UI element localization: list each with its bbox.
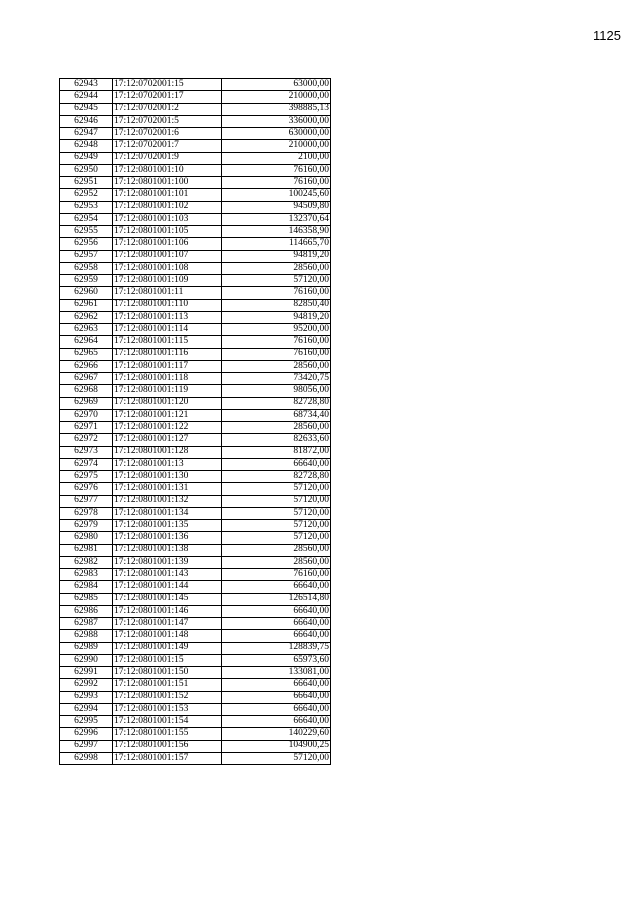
cadastral-number-cell: 17:12:0801001:10: [113, 164, 222, 176]
cadastral-number-cell: 17:12:0801001:103: [113, 213, 222, 225]
cadastral-number-cell: 17:12:0801001:134: [113, 507, 222, 519]
cadastral-number-cell: 17:12:0801001:105: [113, 226, 222, 238]
table-row: [60, 740, 331, 752]
cadastral-number-cell: 17:12:0801001:101: [113, 189, 222, 201]
table-row: [60, 140, 331, 152]
row-number-cell: 62977: [60, 495, 113, 507]
cadastral-number-cell: 17:12:0801001:115: [113, 336, 222, 348]
row-number-cell: 62975: [60, 471, 113, 483]
row-number-cell: 62997: [60, 740, 113, 752]
row-number-cell: 62958: [60, 262, 113, 274]
table-row: [60, 716, 331, 728]
cadastral-number-cell: 17:12:0801001:15: [113, 654, 222, 666]
cadastral-number-cell: 17:12:0702001:5: [113, 115, 222, 127]
value-cell: 100245,60: [222, 189, 331, 201]
cadastral-number-cell: 17:12:0801001:150: [113, 667, 222, 679]
table-row: [60, 703, 331, 715]
value-cell: 57120,00: [222, 520, 331, 532]
row-number-cell: 62954: [60, 213, 113, 225]
cadastral-number-cell: 17:12:0801001:146: [113, 605, 222, 617]
cadastral-number-cell: 17:12:0801001:153: [113, 703, 222, 715]
row-number-cell: 62996: [60, 728, 113, 740]
table-row: [60, 495, 331, 507]
cadastral-number-cell: 17:12:0801001:108: [113, 262, 222, 274]
value-cell: 76160,00: [222, 336, 331, 348]
value-cell: 76160,00: [222, 569, 331, 581]
cadastral-number-cell: 17:12:0801001:102: [113, 201, 222, 213]
value-cell: 398885,13: [222, 103, 331, 115]
cadastral-number-cell: 17:12:0801001:151: [113, 679, 222, 691]
row-number-cell: 62989: [60, 642, 113, 654]
cadastral-number-cell: 17:12:0801001:155: [113, 728, 222, 740]
cadastral-number-cell: 17:12:0801001:136: [113, 532, 222, 544]
row-number-cell: 62983: [60, 569, 113, 581]
table-row: [60, 618, 331, 630]
value-cell: 133081,00: [222, 667, 331, 679]
value-cell: 2100,00: [222, 152, 331, 164]
table-row: [60, 471, 331, 483]
value-cell: 57120,00: [222, 532, 331, 544]
table-row: [60, 691, 331, 703]
row-number-cell: 62998: [60, 752, 113, 764]
value-cell: 57120,00: [222, 483, 331, 495]
cadastral-number-cell: 17:12:0801001:117: [113, 360, 222, 372]
cadastral-number-cell: 17:12:0702001:17: [113, 91, 222, 103]
cadastral-number-cell: 17:12:0801001:145: [113, 593, 222, 605]
cadastral-number-cell: 17:12:0801001:110: [113, 299, 222, 311]
table-row: [60, 275, 331, 287]
value-cell: 66640,00: [222, 630, 331, 642]
table-row: [60, 189, 331, 201]
table-row: [60, 458, 331, 470]
row-number-cell: 62951: [60, 177, 113, 189]
table-row: [60, 544, 331, 556]
value-cell: 66640,00: [222, 691, 331, 703]
value-cell: 76160,00: [222, 164, 331, 176]
cadastral-number-cell: 17:12:0801001:157: [113, 752, 222, 764]
row-number-cell: 62948: [60, 140, 113, 152]
cadastral-number-cell: 17:12:0801001:128: [113, 446, 222, 458]
cadastral-number-cell: 17:12:0801001:132: [113, 495, 222, 507]
row-number-cell: 62960: [60, 287, 113, 299]
table-row: [60, 177, 331, 189]
cadastral-number-cell: 17:12:0801001:109: [113, 275, 222, 287]
cadastral-number-cell: 17:12:0801001:121: [113, 409, 222, 421]
row-number-cell: 62984: [60, 581, 113, 593]
cadastral-number-cell: 17:12:0801001:116: [113, 348, 222, 360]
table-row: [60, 324, 331, 336]
row-number-cell: 62980: [60, 532, 113, 544]
value-cell: 28560,00: [222, 556, 331, 568]
value-cell: 128839,75: [222, 642, 331, 654]
table-row: [60, 630, 331, 642]
row-number-cell: 62991: [60, 667, 113, 679]
row-number-cell: 62992: [60, 679, 113, 691]
cadastral-number-cell: 17:12:0702001:7: [113, 140, 222, 152]
value-cell: 81872,00: [222, 446, 331, 458]
row-number-cell: 62978: [60, 507, 113, 519]
table-row: [60, 446, 331, 458]
row-number-cell: 62969: [60, 397, 113, 409]
cadastral-number-cell: 17:12:0801001:147: [113, 618, 222, 630]
row-number-cell: 62950: [60, 164, 113, 176]
row-number-cell: 62981: [60, 544, 113, 556]
value-cell: 57120,00: [222, 507, 331, 519]
cadastral-number-cell: 17:12:0801001:120: [113, 397, 222, 409]
cadastral-number-cell: 17:12:0801001:144: [113, 581, 222, 593]
value-cell: 104900,25: [222, 740, 331, 752]
table-row: [60, 752, 331, 764]
value-cell: 76160,00: [222, 287, 331, 299]
table-row: [60, 532, 331, 544]
row-number-cell: 62985: [60, 593, 113, 605]
table-row: [60, 409, 331, 421]
value-cell: 28560,00: [222, 544, 331, 556]
row-number-cell: 62970: [60, 409, 113, 421]
row-number-cell: 62995: [60, 716, 113, 728]
row-number-cell: 62993: [60, 691, 113, 703]
row-number-cell: 62968: [60, 385, 113, 397]
value-cell: 146358,90: [222, 226, 331, 238]
row-number-cell: 62965: [60, 348, 113, 360]
value-cell: 66640,00: [222, 703, 331, 715]
value-cell: 132370,64: [222, 213, 331, 225]
table-row: [60, 348, 331, 360]
cadastral-number-cell: 17:12:0801001:114: [113, 324, 222, 336]
row-number-cell: 62974: [60, 458, 113, 470]
row-number-cell: 62987: [60, 618, 113, 630]
value-cell: 94509,80: [222, 201, 331, 213]
cadastral-number-cell: 17:12:0702001:15: [113, 79, 222, 91]
cadastral-number-cell: 17:12:0801001:154: [113, 716, 222, 728]
row-number-cell: 62986: [60, 605, 113, 617]
table-row: [60, 593, 331, 605]
value-cell: 57120,00: [222, 752, 331, 764]
cadastral-number-cell: 17:12:0801001:106: [113, 238, 222, 250]
table-row: [60, 667, 331, 679]
row-number-cell: 62972: [60, 434, 113, 446]
row-number-cell: 62956: [60, 238, 113, 250]
row-number-cell: 62961: [60, 299, 113, 311]
table-row: [60, 213, 331, 225]
cadastral-number-cell: 17:12:0801001:130: [113, 471, 222, 483]
value-cell: 94819,20: [222, 250, 331, 262]
table-row: [60, 238, 331, 250]
table-row: [60, 373, 331, 385]
row-number-cell: 62982: [60, 556, 113, 568]
cadastral-number-cell: 17:12:0801001:11: [113, 287, 222, 299]
row-number-cell: 62976: [60, 483, 113, 495]
cadastral-number-cell: 17:12:0801001:138: [113, 544, 222, 556]
value-cell: 66640,00: [222, 679, 331, 691]
cadastral-number-cell: 17:12:0801001:13: [113, 458, 222, 470]
row-number-cell: 62964: [60, 336, 113, 348]
row-number-cell: 62952: [60, 189, 113, 201]
table-row: [60, 79, 331, 91]
cadastral-number-cell: 17:12:0801001:118: [113, 373, 222, 385]
value-cell: 76160,00: [222, 348, 331, 360]
table-row: [60, 605, 331, 617]
cadastral-number-cell: 17:12:0801001:139: [113, 556, 222, 568]
table-row: [60, 520, 331, 532]
value-cell: 336000,00: [222, 115, 331, 127]
table-row: [60, 164, 331, 176]
value-cell: 68734,40: [222, 409, 331, 421]
table-row: [60, 483, 331, 495]
value-cell: 76160,00: [222, 177, 331, 189]
table-row: [60, 397, 331, 409]
table-row: [60, 336, 331, 348]
value-cell: 98056,00: [222, 385, 331, 397]
table-row: [60, 103, 331, 115]
cadastral-number-cell: 17:12:0801001:122: [113, 422, 222, 434]
table-row: [60, 360, 331, 372]
table-row: [60, 226, 331, 238]
cadastral-number-cell: 17:12:0801001:143: [113, 569, 222, 581]
value-cell: 82728,80: [222, 471, 331, 483]
value-cell: 66640,00: [222, 605, 331, 617]
row-number-cell: 62957: [60, 250, 113, 262]
table-row: [60, 728, 331, 740]
row-number-cell: 62955: [60, 226, 113, 238]
row-number-cell: 62946: [60, 115, 113, 127]
page-number: 1125: [593, 28, 621, 43]
row-number-cell: 62962: [60, 311, 113, 323]
value-cell: 82633,60: [222, 434, 331, 446]
cadastral-number-cell: 17:12:0702001:9: [113, 152, 222, 164]
table-row: [60, 128, 331, 140]
row-number-cell: 62959: [60, 275, 113, 287]
row-number-cell: 62943: [60, 79, 113, 91]
value-cell: 28560,00: [222, 360, 331, 372]
table-row: [60, 201, 331, 213]
value-cell: 63000,00: [222, 79, 331, 91]
cadastral-number-cell: 17:12:0702001:2: [113, 103, 222, 115]
value-cell: 66640,00: [222, 458, 331, 470]
cadastral-number-cell: 17:12:0801001:135: [113, 520, 222, 532]
row-number-cell: 62994: [60, 703, 113, 715]
table-row: [60, 287, 331, 299]
value-cell: 95200,00: [222, 324, 331, 336]
row-number-cell: 62967: [60, 373, 113, 385]
cadastral-number-cell: 17:12:0801001:127: [113, 434, 222, 446]
cadastral-number-cell: 17:12:0801001:149: [113, 642, 222, 654]
row-number-cell: 62953: [60, 201, 113, 213]
table-row: [60, 262, 331, 274]
value-cell: 28560,00: [222, 422, 331, 434]
value-cell: 57120,00: [222, 275, 331, 287]
row-number-cell: 62944: [60, 91, 113, 103]
cadastral-number-cell: 17:12:0801001:131: [113, 483, 222, 495]
table-row: [60, 91, 331, 103]
value-cell: 73420,75: [222, 373, 331, 385]
table-row: [60, 152, 331, 164]
row-number-cell: 62988: [60, 630, 113, 642]
value-cell: 126514,80: [222, 593, 331, 605]
row-number-cell: 62949: [60, 152, 113, 164]
cadastral-number-cell: 17:12:0702001:6: [113, 128, 222, 140]
table-row: [60, 385, 331, 397]
value-cell: 65973,60: [222, 654, 331, 666]
value-cell: 94819,20: [222, 311, 331, 323]
value-cell: 210000,00: [222, 91, 331, 103]
table-row: [60, 434, 331, 446]
value-cell: 210000,00: [222, 140, 331, 152]
cadastral-number-cell: 17:12:0801001:119: [113, 385, 222, 397]
table-row: [60, 569, 331, 581]
table-body: [60, 79, 331, 765]
table-row: [60, 581, 331, 593]
row-number-cell: 62945: [60, 103, 113, 115]
table-row: [60, 507, 331, 519]
table-row: [60, 311, 331, 323]
cadastral-value-table: [59, 78, 331, 765]
row-number-cell: 62966: [60, 360, 113, 372]
value-cell: 66640,00: [222, 581, 331, 593]
table-row: [60, 679, 331, 691]
cadastral-number-cell: 17:12:0801001:113: [113, 311, 222, 323]
cadastral-number-cell: 17:12:0801001:148: [113, 630, 222, 642]
table-row: [60, 654, 331, 666]
value-cell: 140229,60: [222, 728, 331, 740]
row-number-cell: 62973: [60, 446, 113, 458]
row-number-cell: 62947: [60, 128, 113, 140]
cadastral-number-cell: 17:12:0801001:156: [113, 740, 222, 752]
table-row: [60, 250, 331, 262]
table-row: [60, 642, 331, 654]
table-row: [60, 299, 331, 311]
value-cell: 82728,80: [222, 397, 331, 409]
cadastral-number-cell: 17:12:0801001:100: [113, 177, 222, 189]
value-cell: 66640,00: [222, 618, 331, 630]
value-cell: 114665,70: [222, 238, 331, 250]
value-cell: 57120,00: [222, 495, 331, 507]
row-number-cell: 62979: [60, 520, 113, 532]
value-cell: 82850,40: [222, 299, 331, 311]
row-number-cell: 62990: [60, 654, 113, 666]
value-cell: 66640,00: [222, 716, 331, 728]
value-cell: 630000,00: [222, 128, 331, 140]
table-row: [60, 422, 331, 434]
table-row: [60, 115, 331, 127]
row-number-cell: 62963: [60, 324, 113, 336]
cadastral-number-cell: 17:12:0801001:152: [113, 691, 222, 703]
table-row: [60, 556, 331, 568]
value-cell: 28560,00: [222, 262, 331, 274]
row-number-cell: 62971: [60, 422, 113, 434]
cadastral-number-cell: 17:12:0801001:107: [113, 250, 222, 262]
